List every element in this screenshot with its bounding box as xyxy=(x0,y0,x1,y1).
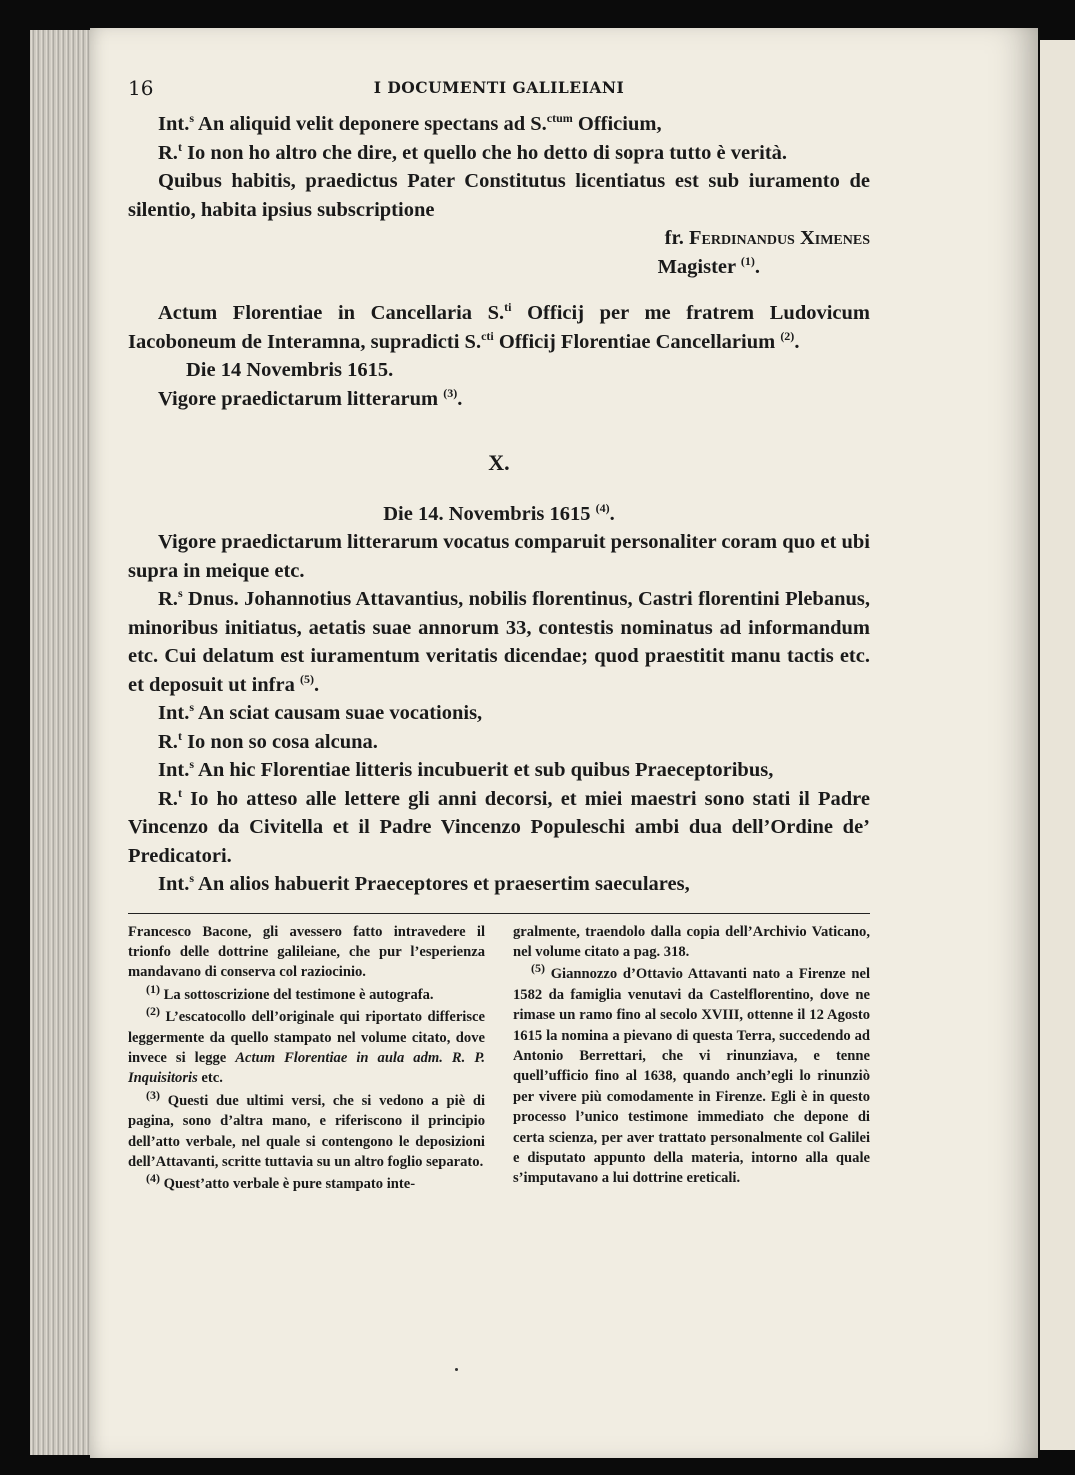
closing-paragraph: Quibus habitis, praedictus Pater Constitutus licentiatus est sub iuramento de silentio, habita ipsius subscriptione xyxy=(128,170,870,221)
qa-line: R.$^t$ Io non so cosa alcuna. xyxy=(158,728,378,753)
vigore-paragraph: Vigore praedictarum litterarum vocatus comparuit personaliter coram quo et ubi supra in meique etc. xyxy=(128,531,870,582)
footnote-5: $^{(5)}$ Giannozzo d’Ottavio Attavanti nato a Firenze nel 1582 da famiglia venutavi da Castelflorentino, dove ne rimase un ramo fino al secolo XVIII, ottenne il 12 Agosto 1615 la nomina a pievano di questa Terra, succedendo ad Antonio Berrettari, che vi rinunziava, e tenne quell’ufficio fino al 1638, quando anch’egli lo rinunziò per vivere più comodamente in Firenze. Egli è in questo processo l’unico testimone immediato che depone di certa scienza, per aver trattato personalmente col Galilei e disputato appunto della materia, intorno alla quale s’imputavano a lui dottrine ereticali. xyxy=(513,961,870,1187)
section-title: X. xyxy=(488,450,510,475)
qa-line: R.$^t$ Io ho atteso alle lettere gli anni decorsi, et miei maestri sono stati il Padre Vincenzo da Civitella et il Padre Vincenzo Populeschi ambi dua dell’Ordine de’ Predicatori. xyxy=(128,785,870,867)
date-line: Die 14 Novembris 1615. xyxy=(186,359,394,381)
facing-page-edge xyxy=(1040,40,1075,1450)
footnotes-left-column xyxy=(128,922,485,1197)
actum-paragraph: Actum Florentiae in Cancellaria S.$^{ti}$ Officij per me fratrem Ludovicum Iacoboneum de Interamna, supradicti S.$^{cti}$ Officij Florentiae Cancellarium $^{(2)}$. xyxy=(128,300,870,353)
footnote-2: $^{(2)}$ L’escatocollo dell’originale qui riportato differisce leggermente da quello stampato nel volume citato, dove invece si legge Actum Florentiae in aula adm. R. P. Inquisitoris etc. xyxy=(128,1004,486,1087)
witness-paragraph: R.$^s$ Dnus. Johannotius Attavantius, nobilis florentinus, Castri florentini Plebanus, minoribus initiatus, aetatis suae annorum 33, contestis nominatus ad informandum etc. Cui delatum est iuramentum veritatis dicendae; quod praestitit manu tactis etc. et deposuit ut infra $^{(5)}$. xyxy=(128,586,870,696)
footnotes xyxy=(128,922,870,1197)
footnote-1: $^{(1)}$ La sottoscrizione del testimone è autografa. xyxy=(146,981,434,1003)
vigore-line: Vigore praedictarum litterarum $^{(3)}$. xyxy=(158,385,463,410)
signature-name: fr. Ferdinandus Ximenes xyxy=(664,227,870,249)
running-title: I DOCUMENTI GALILEIANI xyxy=(373,78,625,97)
main-text xyxy=(128,110,870,899)
page-speck xyxy=(455,1368,458,1371)
signature-title: Magister $^{(1)}$. xyxy=(657,253,760,278)
qa-line: Int.$^s$ An sciat causam suae vocationis, xyxy=(158,700,483,724)
running-head xyxy=(128,70,870,110)
footnote-continuation: gralmente, traendolo dalla copia dell’Archivio Vaticano, nel volume citato a pag. 318. xyxy=(513,923,870,960)
footnote-continuation: Francesco Bacone, gli avessero fatto intravedere il trionfo delle dottrine galileiane, che pur l’esperienza mandavano di conserva col raziocinio. xyxy=(128,923,485,981)
footnote-3: $^{(3)}$ Questi due ultimi versi, che si vedono a piè di pagina, sono d’altra mano, e riferiscono il principio dell’atto verbale, nel quale si contengono le deposizioni dell’Attavanti, scritte tuttavia su un altro foglio separato. xyxy=(128,1087,485,1170)
page-number: 16 xyxy=(128,76,154,100)
interrogatory-line: Int.$^s$ An aliquid velit deponere spectans ad S.$^{ctum}$ Officium, xyxy=(158,111,662,135)
qa-line: Int.$^s$ An hic Florentiae litteris incubuerit et sub quibus Praeceptoribus, xyxy=(158,757,774,781)
response-line: R.$^t$ Io non ho altro che dire, et quello che ho detto di sopra tutto è verità. xyxy=(158,139,788,164)
footnote-rule xyxy=(128,913,870,914)
page-content xyxy=(128,70,870,1197)
footnote-4: $^{(4)}$ Quest’atto verbale è pure stampato inte- xyxy=(146,1171,416,1193)
qa-line: Int.$^s$ An alios habuerit Praeceptores et praesertim saeculares, xyxy=(158,871,690,895)
section-date: Die 14. Novembris 1615 $^{(4)}$. xyxy=(383,500,615,525)
footnotes-right-column xyxy=(513,922,870,1197)
